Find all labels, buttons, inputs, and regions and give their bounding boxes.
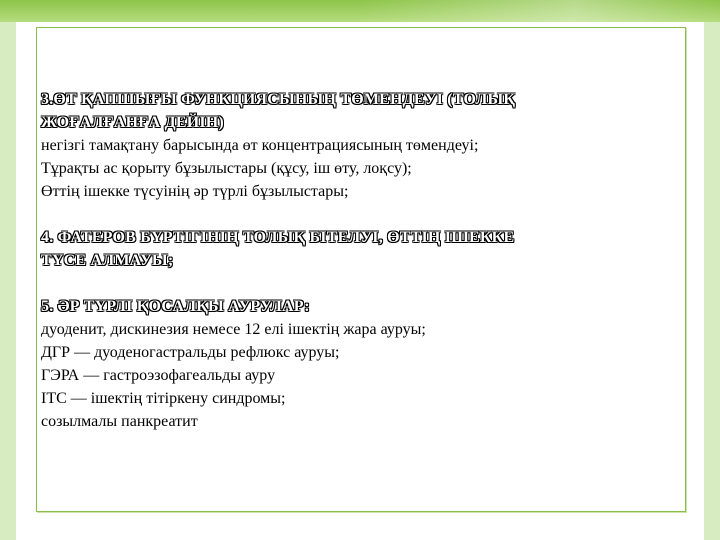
section3-heading-line2: ЖОҒАЛҒАНҒА ДЕЙІН) [41, 114, 224, 131]
section3-item-2: Тұрақты ас қорыту бұзылыстары (құсу, іш өту, лоқсу); [41, 160, 412, 177]
section4-heading-line2: ТҮСЕ АЛМАУЫ; [41, 252, 174, 269]
spacer [41, 203, 641, 226]
section4-heading-line1: 4. ФАТЕРОВ БҮРТІГІНІҢ ТОЛЫҚ БІТЕЛУІ, ӨТТІҢ ІШЕККЕ [41, 229, 515, 246]
section5-heading: 5. ӘР ТҮРЛІ ҚОСАЛҚЫ АУРУЛАР: [41, 298, 310, 315]
top-band-highlight [360, 0, 720, 22]
right-decorative-strip [704, 22, 720, 540]
slide-body [41, 88, 641, 433]
section3-item-1: негізгі тамақтану барысында өт концентрациясының төмендеуі; [41, 137, 479, 154]
section5-item-5: созылмалы панкреатит [41, 413, 198, 430]
section5-item-1: дуоденит, дискинезия немесе 12 елі ішектің жара ауруы; [41, 321, 426, 338]
left-decorative-strip [0, 22, 16, 540]
spacer [41, 272, 641, 295]
section3-heading-line1: 3.ӨТ ҚАПШЫҒЫ ФУНКЦИЯСЫНЫҢ ТӨМЕНДЕУІ (ТОЛЫҚ [41, 91, 516, 108]
section5-item-3: ГЭРА — гастроэзофагеальды ауру [41, 367, 276, 384]
section5-item-4: ІТС — ішектің тітіркену синдромы; [41, 390, 286, 407]
section5-item-2: ДГР — дуоденогастральды рефлюкс ауруы; [41, 344, 340, 361]
section3-item-3: Өттің ішекке түсуінің әр түрлі бұзылыстары; [41, 183, 349, 200]
